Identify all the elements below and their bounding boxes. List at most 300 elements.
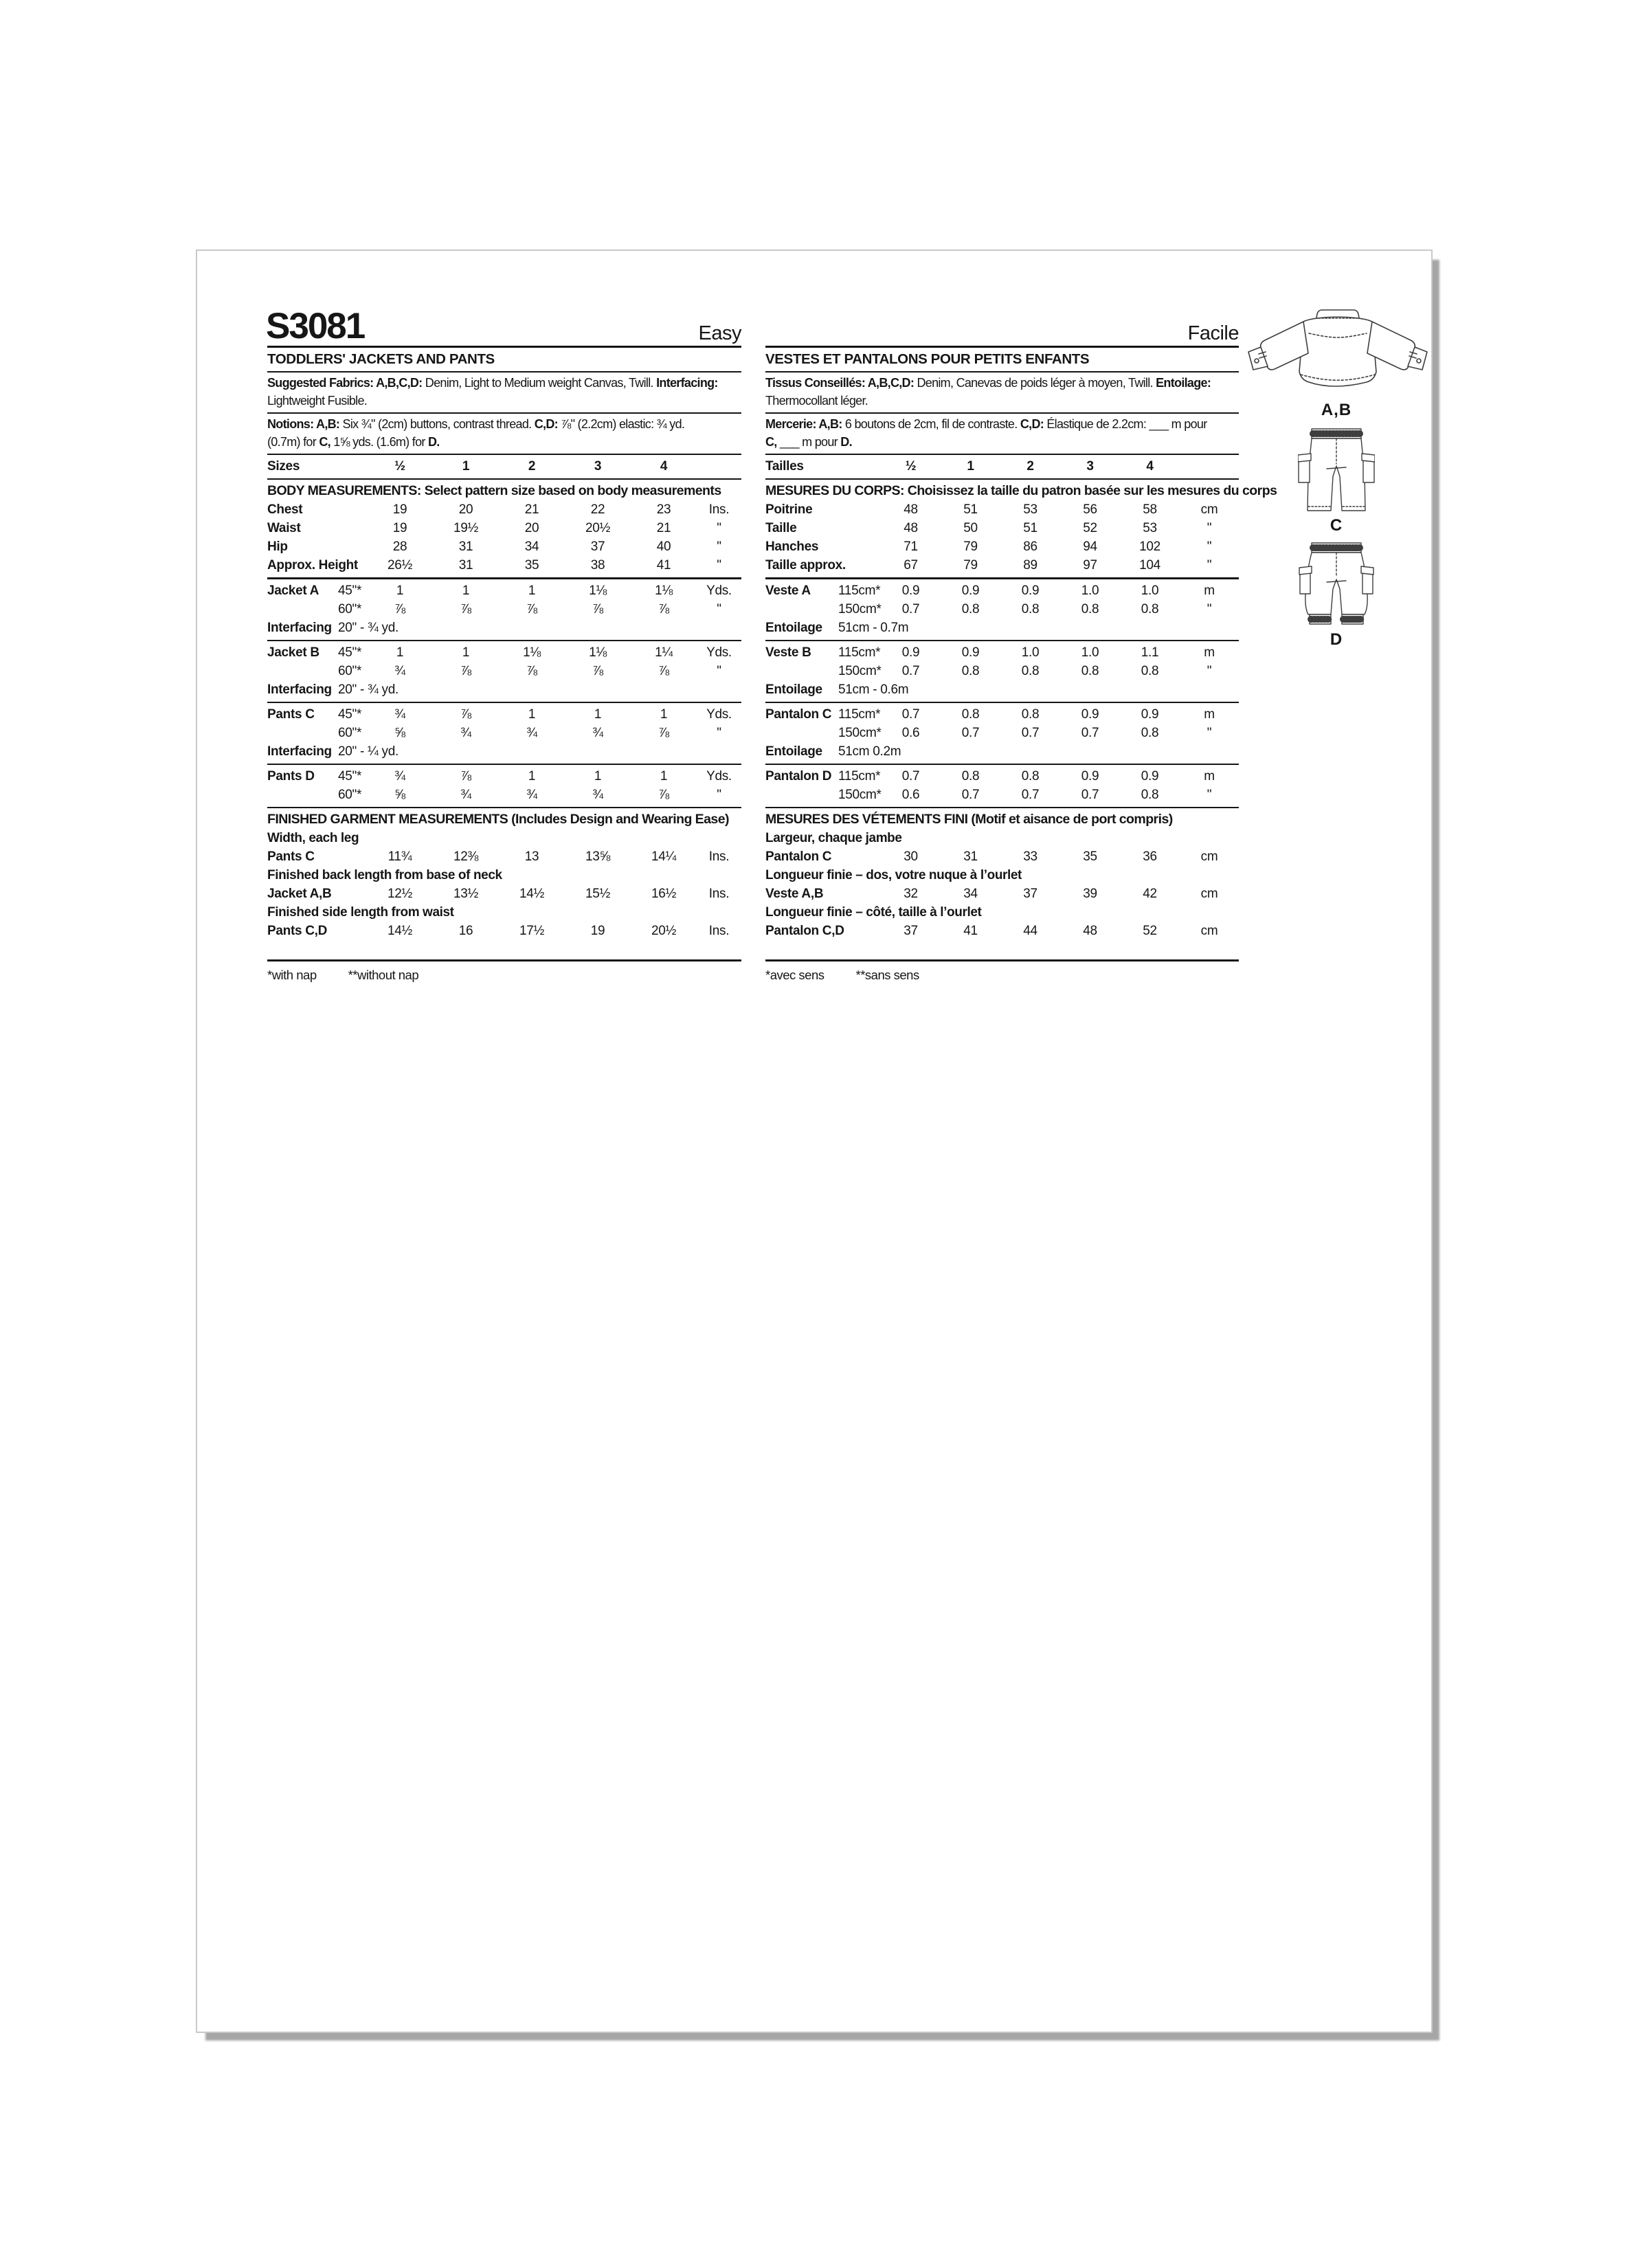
row-label [267,724,338,742]
cell: 1 [396,645,404,660]
fabric-width-cell: 115cm* [838,583,881,598]
cell: 0.8 [1021,664,1040,678]
cell: 104 [1139,558,1160,572]
size-cell: 2 [528,459,536,474]
unit-cell: " [1207,664,1212,678]
cell: ⅞ [460,769,471,783]
cell: 15½ [585,887,611,901]
notions-line-1 [267,416,741,434]
cell: 30 [904,849,918,864]
unit-cell: Ins. [708,924,730,938]
fabric-width-cell: 45"* [338,583,362,598]
yardage-pantalon-c-fr [765,703,1239,765]
cell: ¾ [526,726,537,740]
size-cell: ½ [394,459,405,474]
text-segment: Tissus Conseillés: A,B,C,D: [765,376,915,390]
cell: ¾ [394,707,405,722]
cell: 1.0 [1141,583,1159,598]
text-segment: 6 boutons de 2cm, fil de contraste. [842,417,1020,431]
row-label: Taille [765,521,797,535]
cell: 71 [904,540,918,554]
cell: 48 [1083,924,1097,938]
cell: 20 [524,521,539,535]
cell: 0.9 [1141,707,1159,722]
table-row [267,724,741,742]
cell: 52 [1083,521,1097,535]
table-row-interfacing [267,680,741,699]
cell: 28 [392,540,407,554]
cell: 102 [1139,540,1160,554]
cell: ⅞ [592,664,603,678]
cell: 13½ [453,887,479,901]
row-label [267,662,338,680]
jacket-back-illustration [1242,303,1431,401]
fabric-width-cell: 115cm* [838,769,881,783]
cell: 1⅛ [655,583,673,598]
unit-cell: Ins. [708,887,730,901]
cell: 12⅜ [453,849,479,864]
cell: ⅝ [394,788,405,802]
row-label: Poitrine [765,502,813,517]
french-column [765,310,1277,983]
cell: 86 [1023,540,1037,554]
table-row [267,643,741,662]
text-segment: D. [840,434,852,449]
unit-cell: " [1207,521,1212,535]
measurement-caption: Finished side length from waist [267,905,454,920]
unit-cell: Ins. [708,502,730,517]
row-label: Veste B [765,645,811,660]
notions-section-en [267,414,741,455]
text-segment: ⅞" (2.2cm) elastic: ¾ yd. [557,417,685,431]
finished-measurements-section-fr [765,808,1239,943]
row-label: Pants C [267,707,315,722]
fabrics-line-1 [765,375,1239,392]
row-label: Chest [267,502,303,517]
cell: 51cm - 0.6m [838,682,909,697]
masthead-fr [765,310,1239,348]
unit-cell: Yds. [706,645,732,660]
yardage-veste-b-fr [765,641,1239,703]
pattern-number: S3081 [266,306,365,346]
cell: ⅞ [658,726,669,740]
yardage-jacket-a-en [267,579,741,641]
cell: 12½ [387,887,413,901]
cell: ⅞ [658,664,669,678]
text-segment: C, [765,434,777,449]
sizes-section-fr [765,455,1239,480]
fabric-width-cell: 150cm* [838,602,882,616]
table-row [267,662,741,680]
body-measurements-section-en [267,480,741,579]
cell: 0.8 [1021,602,1040,616]
cell: ⅞ [526,664,537,678]
table-row [765,767,1239,786]
table-row [267,581,741,600]
cell: 0.8 [1021,769,1040,783]
unit-cell: cm [1200,849,1218,864]
garment-title-section-en [267,348,741,373]
notions-section-fr [765,414,1239,455]
cell: 1 [528,769,536,783]
row-label: Entoilage [765,682,822,697]
cell: 0.8 [1141,664,1159,678]
cell: 19 [392,521,407,535]
table-row [267,556,741,575]
unit-cell: Ins. [708,849,730,864]
pants-d-illustration [1298,541,1375,630]
cell: 20" - ¾ yd. [338,682,399,697]
unit-cell: Yds. [706,707,732,722]
cell: 17½ [519,924,545,938]
notions-line-2 [267,434,741,452]
unit-cell: Yds. [706,583,732,598]
cell: 20 [458,502,473,517]
text-segment: Interfacing: [656,376,718,390]
cell [338,500,367,519]
table-row [267,847,741,866]
fabric-width-cell: 45"* [338,645,362,660]
cell [697,457,741,476]
row-label: Pantalon C [765,849,832,864]
cell: 0.8 [961,769,980,783]
cell: 0.9 [1021,583,1040,598]
cell: 0.8 [1021,707,1040,722]
masthead [266,306,741,348]
size-cell: 1 [462,459,470,474]
cell [838,885,881,903]
footnote-sans-sens: **sans sens [855,968,919,982]
table-row-interfacing [765,742,1239,761]
cell: 0.9 [1081,769,1099,783]
unit-cell: " [1207,788,1212,802]
cell: 0.6 [901,726,920,740]
unit-cell: cm [1200,887,1218,901]
table-row [765,500,1239,519]
footnote-without-nap: **without nap [348,968,419,982]
text-segment: ___ m pour [776,434,841,449]
cell: 79 [963,540,978,554]
fabrics-section-fr [765,373,1239,414]
cell: 1 [528,707,536,722]
section-title: BODY MEASUREMENTS: Select pattern size based on body measurements [267,483,721,498]
cell: 21 [524,502,539,517]
fabric-width-cell: 60"* [338,602,362,616]
cell: 26½ [387,558,413,572]
table-row-interfacing [765,680,1239,699]
table-row [267,786,741,804]
cell: 37 [590,540,605,554]
table-row-interfacing [267,619,741,637]
text-segment: C,D: [1020,417,1044,431]
text-segment: Denim, Canevas de poids léger à moyen, Twill. [914,376,1156,390]
unit-cell: " [717,788,721,802]
size-cell: 3 [594,459,602,474]
row-label: Approx. Height [267,558,358,572]
size-cell: 1 [967,459,974,474]
cell: 53 [1143,521,1157,535]
cell: ⅞ [658,788,669,802]
table-row [765,724,1239,742]
cell: 19½ [453,521,479,535]
cell: 1⅛ [589,645,607,660]
row-label: Hanches [765,540,819,554]
cell: 58 [1143,502,1157,517]
cell: 51cm - 0.7m [838,621,909,635]
row-label: Pantalon D [765,769,832,783]
row-label: Entoilage [765,621,822,635]
text-segment: Élastique de 2.2cm: ___ m pour [1044,417,1207,431]
cell: 0.7 [961,788,980,802]
measurement-caption: Largeur, chaque jambe [765,831,902,845]
cell: 42 [1143,887,1157,901]
cell: ⅞ [460,602,471,616]
fabric-width-cell: 60"* [338,788,362,802]
cell: 0.9 [901,645,920,660]
section-title: MESURES DES VÉTEMENTS FINI (Motif et aisance de port compris) [765,812,1173,827]
row-label [765,600,838,619]
cell: 20" - ¼ yd. [338,744,399,759]
cell: 1 [594,707,602,722]
cell: 0.7 [901,602,920,616]
cell: 20½ [585,521,611,535]
text-segment: Suggested Fabrics: A,B,C,D: [267,376,423,390]
figure-label-pants-d: D [1330,630,1343,649]
cell [838,847,881,866]
cell: 0.9 [1081,707,1099,722]
fabric-width-cell: 115cm* [838,645,881,660]
cell: 52 [1143,924,1157,938]
fabrics-line-2: Lightweight Fusible. [267,393,368,408]
footnote-avec-sens: *avec sens [765,968,824,982]
text-segment: (0.7m) for [267,434,319,449]
text-segment: C,D: [534,417,558,431]
cell: 34 [524,540,539,554]
cell: 0.7 [901,769,920,783]
table-row [267,922,741,940]
cell: 1 [660,769,668,783]
table-row [765,847,1239,866]
cell: ¾ [592,726,603,740]
cell: 1 [594,769,602,783]
unit-cell: Yds. [706,769,732,783]
table-row [765,600,1239,619]
fabric-width-cell: 45"* [338,769,362,783]
table-row [765,885,1239,903]
cell: 0.8 [961,664,980,678]
unit-cell: " [717,664,721,678]
cell: 56 [1083,502,1097,517]
row-label: Veste A,B [765,887,824,901]
cell: 51 [1023,521,1037,535]
fabric-width-cell: 150cm* [838,788,882,802]
fabric-width-cell: 115cm* [838,707,881,722]
figure-label-jacket: A,B [1321,401,1352,419]
cell: 32 [904,887,918,901]
table-row [267,500,741,519]
cell: 33 [1023,849,1037,864]
footnote-with-nap: *with nap [267,968,317,982]
cell [838,457,881,476]
text-segment: 1⅝ yds. (1.6m) for [330,434,428,449]
cell: ¾ [526,788,537,802]
size-cell: 2 [1027,459,1034,474]
cell [338,885,367,903]
cell: 1¼ [655,645,673,660]
table-row [765,643,1239,662]
unit-cell: m [1204,583,1215,598]
yardage-veste-a-fr [765,579,1239,641]
unit-cell: " [1207,602,1212,616]
cell: 0.8 [961,602,980,616]
cell [338,556,367,575]
footnotes-en [267,959,741,983]
table-row [765,519,1239,537]
cell: 40 [656,540,671,554]
yardage-pantalon-d-fr [765,765,1239,808]
cell: 36 [1143,849,1157,864]
cell: 23 [656,502,671,517]
table-row [765,705,1239,724]
cell: 0.7 [961,726,980,740]
cell: ⅞ [592,602,603,616]
cell: 48 [904,521,918,535]
cell: 48 [904,502,918,517]
cell: 20½ [651,924,677,938]
cell: 44 [1023,924,1037,938]
body-measurements-section-fr [765,480,1277,579]
garment-title-section-fr [765,348,1239,373]
fabrics-line-1 [267,375,741,392]
cell: 0.6 [901,788,920,802]
footnotes-fr [765,959,1239,983]
row-label [267,786,338,804]
cell: 37 [1023,887,1037,901]
english-column [266,306,741,983]
yardage-pants-c-en [267,703,741,765]
unit-cell: " [717,602,721,616]
cell [838,556,881,575]
cell [1180,457,1239,476]
difficulty-label-en: Easy [698,322,741,344]
cell: 21 [656,521,671,535]
row-label [765,662,838,680]
fabric-width-cell: 150cm* [838,664,882,678]
cell [338,519,367,537]
pattern-envelope-back-page [196,249,1433,2033]
row-label: Tailles [765,459,804,474]
cell: 1 [462,645,470,660]
row-label: Pantalon C [765,707,832,722]
row-label: Jacket A,B [267,887,332,901]
cell [338,537,367,556]
size-cell: 4 [660,459,668,474]
table-row [267,705,741,724]
row-label [267,600,338,619]
cell: 0.8 [961,707,980,722]
cell: ¾ [394,769,405,783]
size-cell: 4 [1146,459,1154,474]
cell: 19 [392,502,407,517]
row-label: Pants C [267,849,315,864]
cell: 13 [524,849,539,864]
garment-illustrations [1242,303,1431,649]
cell: 1.0 [1081,583,1099,598]
cell: 1.1 [1141,645,1159,660]
text-segment: Denim, Light to Medium weight Canvas, Twill. [422,376,657,390]
cell: 35 [1083,849,1097,864]
cell: 51cm 0.2m [838,744,901,759]
cell: 94 [1083,540,1097,554]
cell: ⅝ [394,726,405,740]
cell: ¾ [394,664,405,678]
unit-cell: " [1207,540,1212,554]
cell: 41 [963,924,978,938]
cell: 89 [1023,558,1037,572]
fabrics-section-en [267,373,741,414]
cell: 1.0 [1081,645,1099,660]
cell: 16 [458,924,473,938]
measurement-caption: Finished back length from base of neck [267,868,502,882]
row-label: Interfacing [267,682,332,697]
row-label: Veste A [765,583,811,598]
cell: 1 [660,707,668,722]
cell: 79 [963,558,978,572]
table-row [267,885,741,903]
cell: 97 [1083,558,1097,572]
notions-line-2 [765,434,1239,452]
unit-cell: " [717,521,721,535]
row-label [765,786,838,804]
cell: 39 [1083,887,1097,901]
fabric-width-cell: 45"* [338,707,362,722]
cell: 0.7 [1081,788,1099,802]
row-label: Waist [267,521,301,535]
garment-title-fr: VESTES ET PANTALONS POUR PETITS ENFANTS [765,351,1090,367]
row-label: Pantalon C,D [765,924,844,938]
cell: 0.7 [1081,726,1099,740]
cell: 0.7 [1021,788,1040,802]
table-row [267,537,741,556]
row-label: Hip [267,540,288,554]
cell: 19 [590,924,605,938]
cell: ⅞ [658,602,669,616]
table-row-interfacing [267,742,741,761]
cell: 0.9 [1141,769,1159,783]
row-label: Jacket A [267,583,319,598]
cell: 67 [904,558,918,572]
unit-cell: " [1207,726,1212,740]
difficulty-label-fr: Facile [1187,322,1239,344]
cell: 11¾ [388,849,412,864]
row-label: Pants D [267,769,315,783]
cell: 0.7 [901,664,920,678]
cell [338,847,367,866]
cell: ¾ [460,788,471,802]
sizes-row [765,457,1239,476]
fabric-width-cell: 150cm* [838,726,882,740]
unit-cell: m [1204,645,1215,660]
cell [338,457,367,476]
cell: ⅞ [526,602,537,616]
cell: 50 [963,521,978,535]
cell: 1 [462,583,470,598]
finished-measurements-section-en [267,808,741,943]
cell: 0.8 [1081,664,1099,678]
table-row [267,767,741,786]
cell: 51 [963,502,978,517]
cell: 14½ [519,887,545,901]
